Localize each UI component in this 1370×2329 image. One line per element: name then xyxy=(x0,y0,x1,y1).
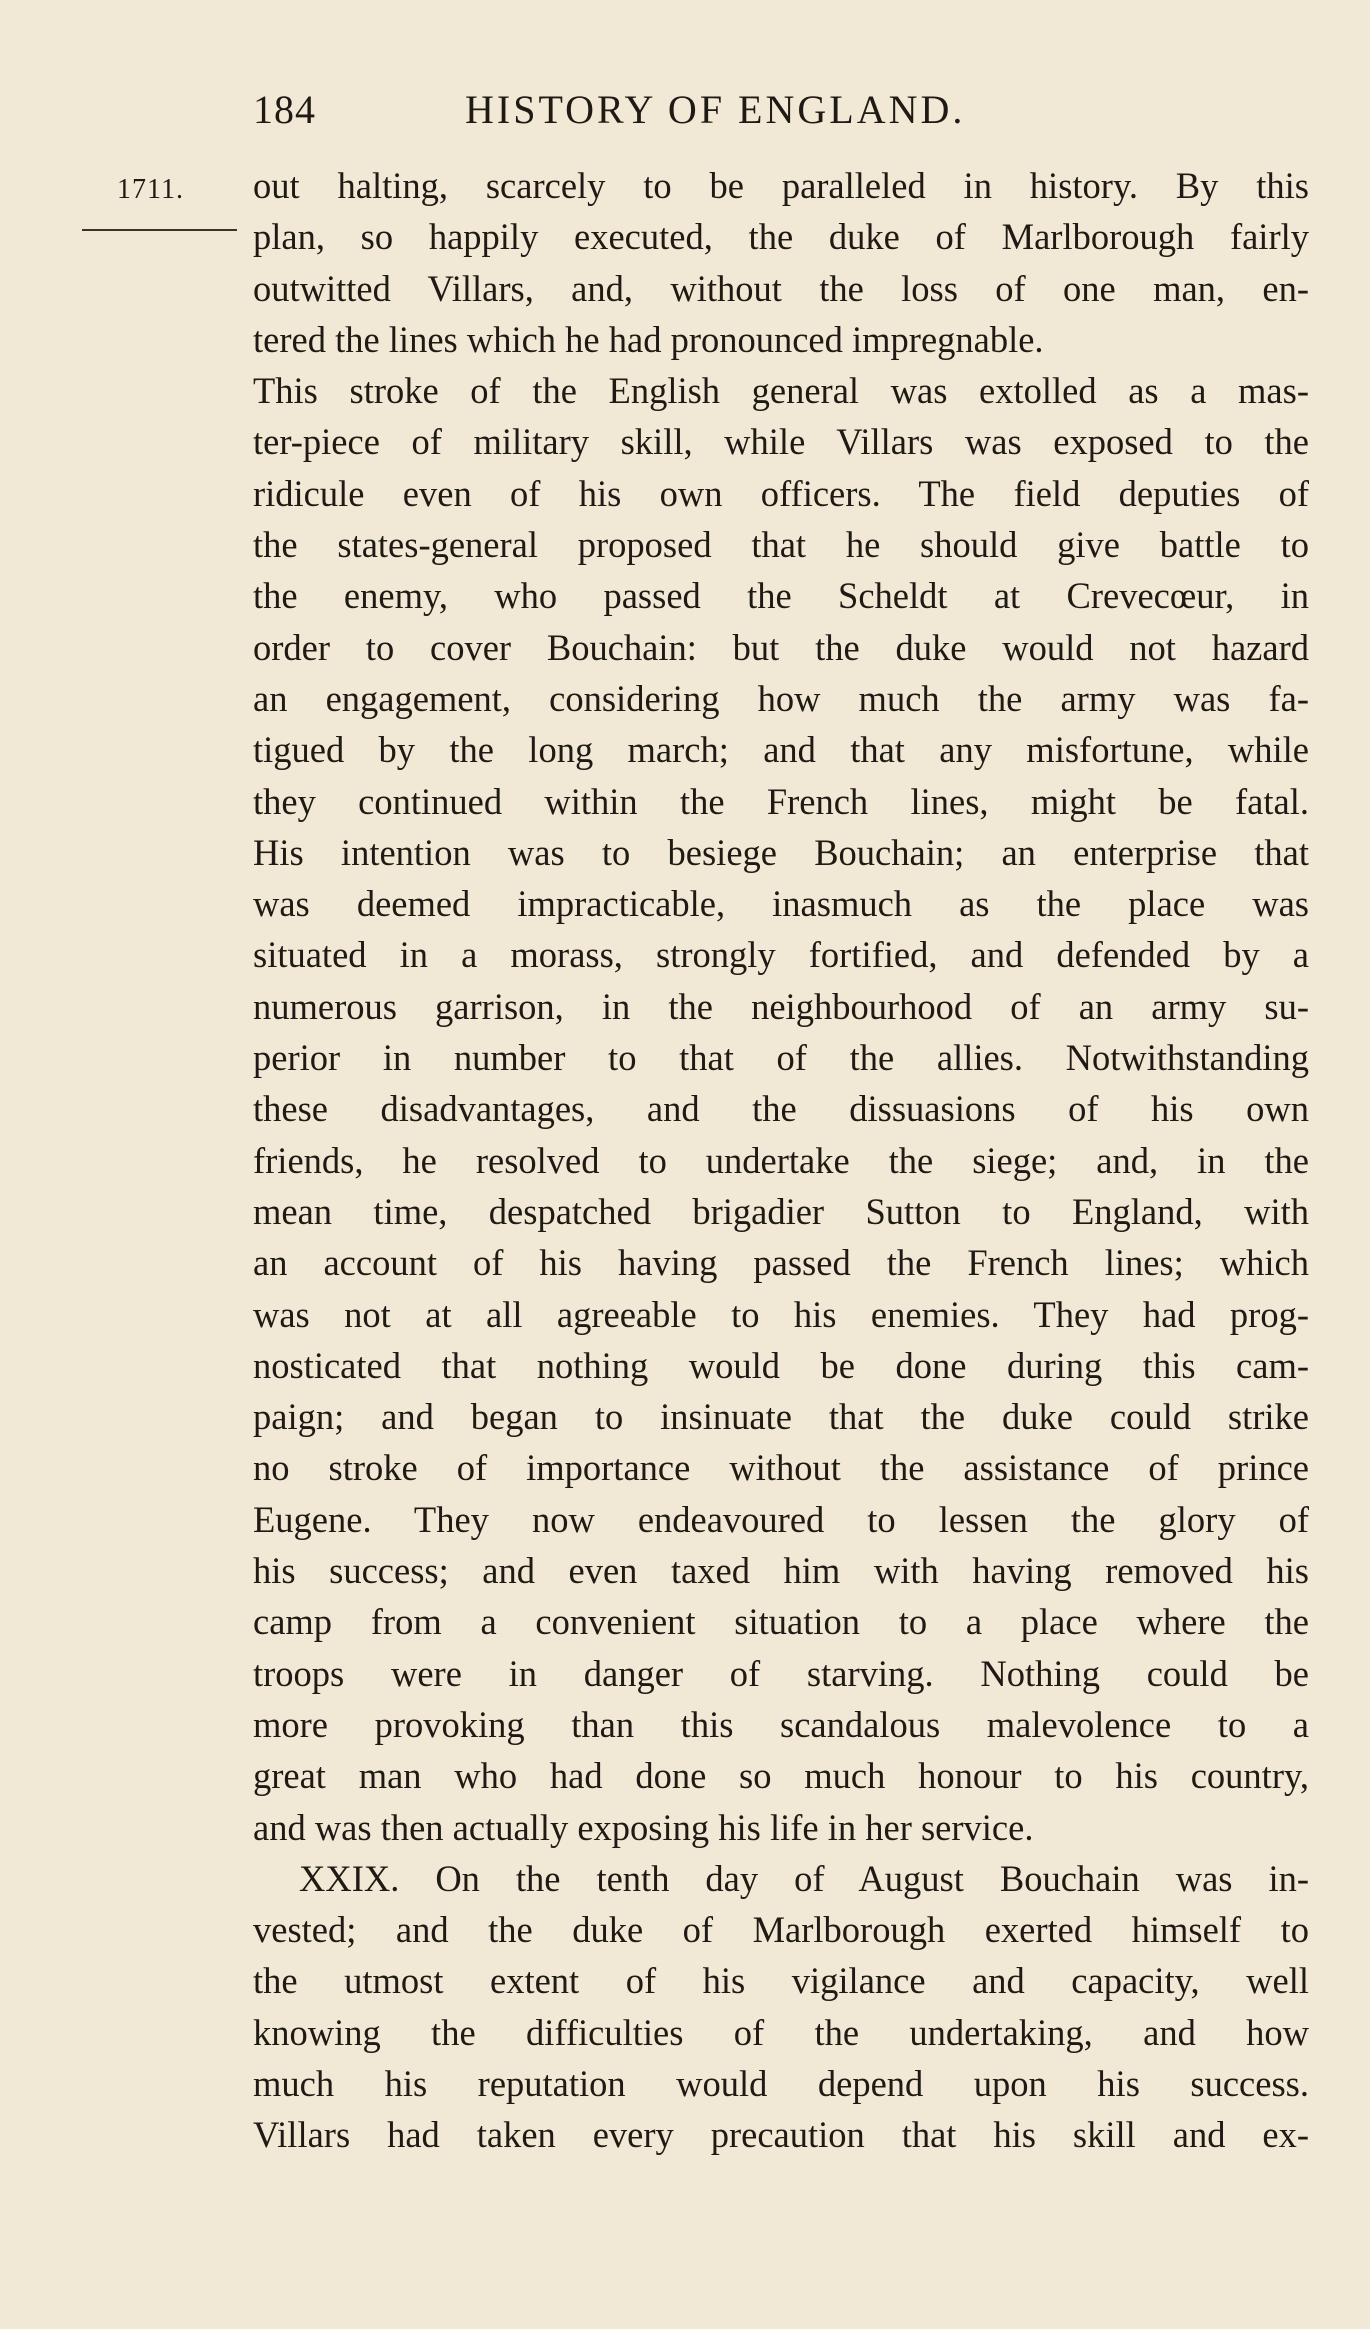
text-line: This stroke of the English general was extolled as a mas- xyxy=(253,370,1309,412)
text-line: an account of his having passed the French lines; which xyxy=(253,1242,1309,1284)
text-line: and was then actually exposing his life in her service. xyxy=(253,1806,1034,1848)
text-line: paign; and began to insinuate that the duke could strike xyxy=(253,1396,1309,1438)
running-title: HISTORY OF ENGLAND. xyxy=(465,87,966,132)
text-line: nosticated that nothing would be done during this cam- xyxy=(253,1344,1309,1386)
text-line: ridicule even of his own officers. The field deputies of xyxy=(253,472,1309,514)
page-header xyxy=(253,86,1073,136)
text-line: XXIX. On the tenth day of August Bouchain was in- xyxy=(299,1857,1309,1899)
text-line: the enemy, who passed the Scheldt at Crevecœur, in xyxy=(253,575,1309,617)
margin-year-note: 1711. xyxy=(117,174,184,205)
text-line: friends, he resolved to undertake the siege; and, in the xyxy=(253,1139,1309,1181)
text-line: his success; and even taxed him with having removed his xyxy=(253,1550,1309,1592)
text-line: tigued by the long march; and that any misfortune, while xyxy=(253,729,1309,771)
margin-rule xyxy=(82,229,237,231)
text-line: ter-piece of military skill, while Villars was exposed to the xyxy=(253,421,1309,463)
text-line: numerous garrison, in the neighbourhood of an army su- xyxy=(253,985,1309,1027)
text-line: camp from a convenient situation to a place where the xyxy=(253,1601,1309,1643)
text-line: was not at all agreeable to his enemies. They had prog- xyxy=(253,1293,1309,1335)
text-line: His intention was to besiege Bouchain; an enterprise that xyxy=(253,831,1309,873)
text-line: outwitted Villars, and, without the loss of one man, en- xyxy=(253,267,1309,309)
text-line: no stroke of importance without the assistance of prince xyxy=(253,1447,1309,1489)
text-line: mean time, despatched brigadier Sutton to England, with xyxy=(253,1190,1309,1232)
text-line: plan, so happily executed, the duke of Marlborough fairly xyxy=(253,216,1309,258)
page-number: 184 xyxy=(253,87,316,132)
text-line: much his reputation would depend upon his success. xyxy=(253,2062,1309,2104)
text-line: vested; and the duke of Marlborough exerted himself to xyxy=(253,1909,1309,1951)
text-line: great man who had done so much honour to his country, xyxy=(253,1755,1309,1797)
text-line: was deemed impracticable, inasmuch as the place was xyxy=(253,883,1309,925)
text-line: order to cover Bouchain: but the duke would not hazard xyxy=(253,626,1309,668)
text-line: tered the lines which he had pronounced impregnable. xyxy=(253,318,1044,360)
text-line: an engagement, considering how much the army was fa- xyxy=(253,677,1309,719)
text-line: out halting, scarcely to be paralleled in history. By this xyxy=(253,165,1309,206)
body-text xyxy=(253,160,1309,2161)
text-line: these disadvantages, and the dissuasions of his own xyxy=(253,1088,1309,1130)
text-line: they continued within the French lines, might be fatal. xyxy=(253,780,1309,822)
text-line: situated in a morass, strongly fortified, and defended by a xyxy=(253,934,1309,976)
text-line: troops were in danger of starving. Nothing could be xyxy=(253,1652,1309,1694)
text-line: Villars had taken every precaution that his skill and ex- xyxy=(253,2114,1309,2156)
text-line: the states-general proposed that he should give battle to xyxy=(253,524,1309,566)
text-line: the utmost extent of his vigilance and capacity, well xyxy=(253,1960,1309,2002)
text-line: more provoking than this scandalous malevolence to a xyxy=(253,1703,1309,1745)
text-line: knowing the difficulties of the undertaking, and how xyxy=(253,2011,1309,2053)
text-line: Eugene. They now endeavoured to lessen the glory of xyxy=(253,1498,1309,1540)
text-line: perior in number to that of the allies. Notwithstanding xyxy=(253,1037,1309,1079)
